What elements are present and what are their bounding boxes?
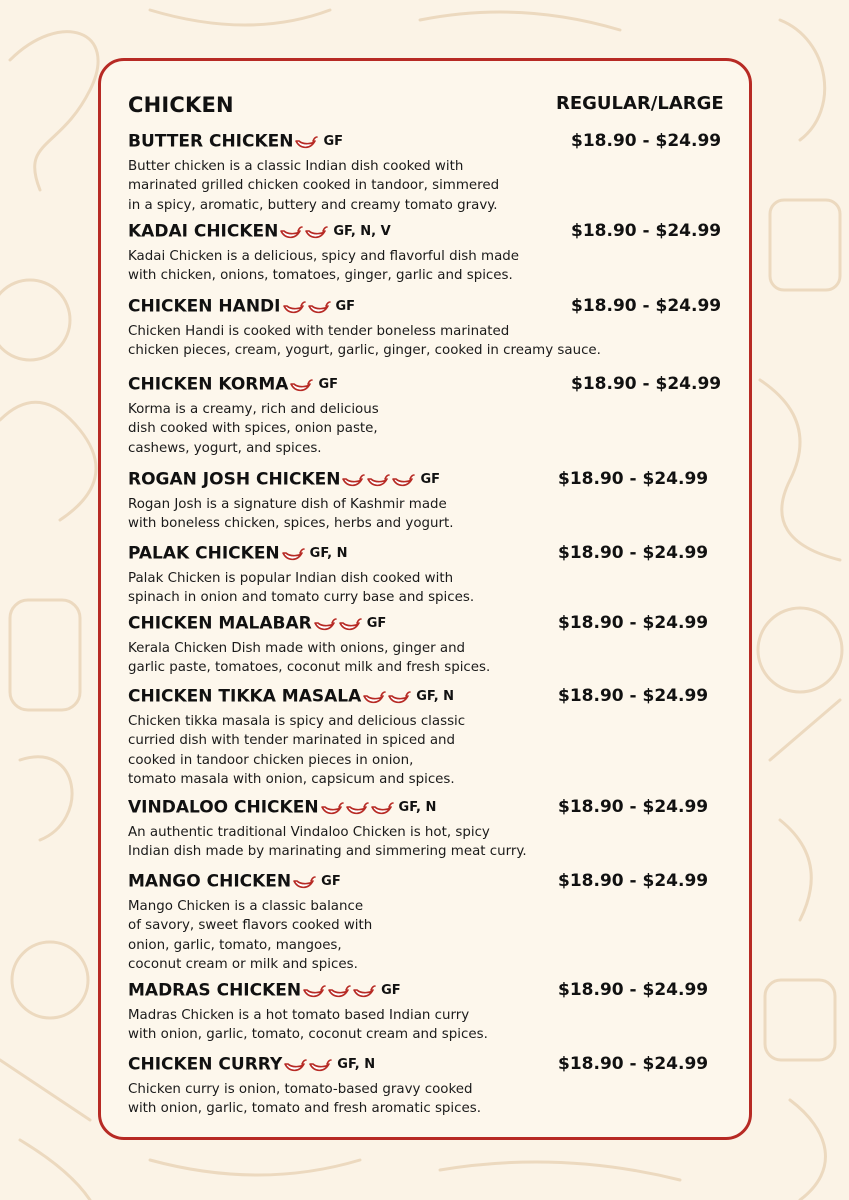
description-line: Korma is a creamy, rich and delicious bbox=[128, 402, 379, 417]
menu-item-name: MANGO CHICKEN bbox=[128, 871, 292, 892]
description-line: Rogan Josh is a signature dish of Kashmir made bbox=[128, 497, 447, 512]
description-line: with onion, garlic, tomato and fresh aromatic spices. bbox=[128, 1101, 481, 1117]
description-line: with boneless chicken, spices, herbs and yogurt. bbox=[128, 516, 454, 532]
description-line: cooked in tandoor chicken pieces in onion, bbox=[128, 752, 414, 768]
menu-item bbox=[128, 613, 728, 678]
red-chili-icon bbox=[281, 547, 305, 563]
dietary-tags: GF bbox=[381, 983, 401, 998]
red-chili-icon bbox=[341, 473, 365, 489]
spice-level bbox=[302, 981, 377, 1000]
red-chili-icon bbox=[338, 617, 362, 633]
menu-item-price: $18.90 - $24.99 bbox=[558, 543, 709, 563]
menu-item-header bbox=[128, 469, 728, 493]
menu-item-name: CHICKEN CURRY bbox=[128, 1054, 283, 1075]
menu-item-description bbox=[128, 1080, 728, 1119]
dietary-tags: GF bbox=[335, 299, 356, 314]
menu-item-header bbox=[128, 613, 728, 637]
red-chili-icon bbox=[387, 690, 411, 706]
spice-level bbox=[289, 375, 314, 394]
menu-item bbox=[128, 871, 728, 975]
menu-item-description bbox=[128, 897, 728, 975]
menu-item bbox=[128, 797, 728, 862]
description-line: curried dish with tender marinated in spiced and bbox=[128, 733, 456, 749]
red-chili-icon bbox=[391, 473, 415, 489]
red-chili-icon bbox=[370, 801, 394, 817]
menu-item-price: $18.90 - $24.99 bbox=[558, 871, 709, 891]
red-chili-icon bbox=[366, 473, 390, 489]
red-chili-icon bbox=[362, 690, 386, 706]
menu-item-description bbox=[128, 569, 728, 608]
spice-level bbox=[292, 872, 317, 891]
description-line: Kadai Chicken is a delicious, spicy and flavorful dish made bbox=[128, 249, 520, 264]
dietary-tags: GF bbox=[321, 874, 341, 889]
section-title: CHICKEN bbox=[128, 93, 234, 117]
menu-item-description bbox=[128, 157, 728, 215]
menu-item-description bbox=[128, 712, 728, 790]
spice-level bbox=[294, 132, 319, 151]
dietary-tags: GF, N, V bbox=[333, 224, 391, 239]
description-line: Kerala Chicken Dish made with onions, ginger and bbox=[128, 641, 466, 656]
menu-item bbox=[128, 131, 728, 215]
description-line: dish cooked with spices, onion paste, bbox=[128, 421, 378, 437]
description-line: of savory, sweet flavors cooked with bbox=[128, 918, 373, 934]
dietary-tags: GF bbox=[366, 616, 387, 631]
menu-item-name: PALAK CHICKEN bbox=[128, 543, 280, 564]
menu-item-description bbox=[128, 823, 728, 862]
menu-item bbox=[128, 543, 728, 608]
menu-item-name: ROGAN JOSH CHICKEN bbox=[128, 469, 341, 490]
spice-level bbox=[282, 297, 332, 316]
menu-item-header bbox=[128, 221, 728, 245]
menu-item-name: MADRAS CHICKEN bbox=[128, 980, 302, 1001]
description-line: Mango Chicken is a classic balance bbox=[128, 899, 364, 914]
description-line: marinated grilled chicken cooked in tandoor, simmered bbox=[128, 178, 500, 194]
spice-level bbox=[341, 470, 416, 489]
description-line: coconut cream or milk and spices. bbox=[128, 957, 358, 973]
spice-level bbox=[279, 222, 329, 241]
menu-item-description bbox=[128, 1006, 728, 1045]
description-line: with chicken, onions, tomatoes, ginger, garlic and spices. bbox=[128, 268, 513, 284]
menu-item-price: $18.90 - $24.99 bbox=[571, 374, 722, 394]
menu-item-name: CHICKEN MALABAR bbox=[128, 613, 312, 634]
red-chili-icon bbox=[307, 300, 331, 316]
spice-level bbox=[283, 1055, 333, 1074]
menu-item-price: $18.90 - $24.99 bbox=[571, 221, 722, 241]
menu-item-description bbox=[128, 322, 728, 361]
menu-item-price: $18.90 - $24.99 bbox=[558, 469, 709, 489]
menu-item-description bbox=[128, 495, 728, 534]
description-line: with onion, garlic, tomato, coconut cream and spices. bbox=[128, 1027, 488, 1043]
menu-item-name: CHICKEN HANDI bbox=[128, 296, 281, 317]
spice-level bbox=[362, 687, 412, 706]
red-chili-icon bbox=[282, 300, 306, 316]
description-line: onion, garlic, tomato, mangoes, bbox=[128, 937, 342, 953]
red-chili-icon bbox=[292, 875, 316, 891]
menu-item-header bbox=[128, 797, 728, 821]
menu-item-name: VINDALOO CHICKEN bbox=[128, 797, 319, 818]
menu-item-header bbox=[128, 131, 728, 155]
description-line: Chicken Handi is cooked with tender boneless marinated bbox=[128, 324, 510, 339]
menu-item-header bbox=[128, 374, 728, 398]
menu-item-header bbox=[128, 980, 728, 1004]
description-line: Indian dish made by marinating and simmering meat curry. bbox=[128, 844, 527, 860]
description-line: cashews, yogurt, and spices. bbox=[128, 440, 322, 456]
size-header: REGULAR/LARGE bbox=[556, 93, 724, 114]
menu-item-price: $18.90 - $24.99 bbox=[571, 131, 722, 151]
description-line: Chicken curry is onion, tomato-based gravy cooked bbox=[128, 1082, 473, 1097]
menu-item-header bbox=[128, 296, 728, 320]
menu-item-price: $18.90 - $24.99 bbox=[558, 1054, 709, 1074]
menu-item-name: BUTTER CHICKEN bbox=[128, 131, 294, 152]
spice-level bbox=[313, 614, 363, 633]
dietary-tags: GF, N bbox=[309, 546, 348, 561]
red-chili-icon bbox=[302, 984, 326, 1000]
description-line: chicken pieces, cream, yogurt, garlic, ginger, cooked in creamy sauce. bbox=[128, 343, 601, 359]
red-chili-icon bbox=[308, 1058, 332, 1074]
dietary-tags: GF, N bbox=[416, 689, 455, 704]
red-chili-icon bbox=[320, 801, 344, 817]
menu-item-price: $18.90 - $24.99 bbox=[558, 980, 709, 1000]
menu-item-header bbox=[128, 871, 728, 895]
description-line: Butter chicken is a classic Indian dish cooked with bbox=[128, 159, 464, 174]
menu-card bbox=[98, 58, 752, 1140]
red-chili-icon bbox=[313, 617, 337, 633]
red-chili-icon bbox=[283, 1058, 307, 1074]
dietary-tags: GF bbox=[323, 134, 344, 149]
description-line: in a spicy, aromatic, buttery and creamy tomato gravy. bbox=[128, 197, 498, 213]
description-line: garlic paste, tomatoes, coconut milk and fresh spices. bbox=[128, 660, 491, 676]
menu-item-price: $18.90 - $24.99 bbox=[571, 296, 722, 316]
menu-item bbox=[128, 686, 728, 790]
red-chili-icon bbox=[279, 225, 303, 241]
dietary-tags: GF bbox=[318, 377, 339, 392]
red-chili-icon bbox=[352, 984, 376, 1000]
menu-item bbox=[128, 221, 728, 286]
red-chili-icon bbox=[327, 984, 351, 1000]
menu-item-description bbox=[128, 400, 728, 458]
menu-item-header bbox=[128, 543, 728, 567]
menu-item-header bbox=[128, 686, 728, 710]
description-line: Palak Chicken is popular Indian dish cooked with bbox=[128, 571, 454, 586]
red-chili-icon bbox=[304, 225, 328, 241]
description-line: Chicken tikka masala is spicy and delicious classic bbox=[128, 714, 466, 729]
spice-level bbox=[320, 798, 395, 817]
menu-item bbox=[128, 296, 728, 361]
dietary-tags: GF bbox=[420, 472, 441, 487]
red-chili-icon bbox=[294, 135, 318, 151]
spice-level bbox=[281, 544, 306, 563]
menu-item-name: CHICKEN KORMA bbox=[128, 374, 289, 395]
menu-item-description bbox=[128, 639, 728, 678]
menu-item bbox=[128, 374, 728, 458]
menu-item-header bbox=[128, 1054, 728, 1078]
description-line: tomato masala with onion, capsicum and spices. bbox=[128, 772, 455, 788]
menu-item bbox=[128, 469, 728, 534]
description-line: Madras Chicken is a hot tomato based Indian curry bbox=[128, 1008, 470, 1023]
red-chili-icon bbox=[345, 801, 369, 817]
description-line: An authentic traditional Vindaloo Chicken is hot, spicy bbox=[128, 825, 490, 840]
menu-item-name: CHICKEN TIKKA MASALA bbox=[128, 686, 362, 707]
menu-item bbox=[128, 980, 728, 1045]
menu-item-description bbox=[128, 247, 728, 286]
description-line: spinach in onion and tomato curry base and spices. bbox=[128, 590, 475, 606]
menu-item-price: $18.90 - $24.99 bbox=[558, 613, 709, 633]
dietary-tags: GF, N bbox=[398, 800, 437, 815]
menu-item-name: KADAI CHICKEN bbox=[128, 221, 279, 242]
dietary-tags: GF, N bbox=[337, 1057, 376, 1072]
red-chili-icon bbox=[289, 378, 313, 394]
menu-item bbox=[128, 1054, 728, 1119]
menu-item-price: $18.90 - $24.99 bbox=[558, 797, 709, 817]
menu-item-price: $18.90 - $24.99 bbox=[558, 686, 709, 706]
